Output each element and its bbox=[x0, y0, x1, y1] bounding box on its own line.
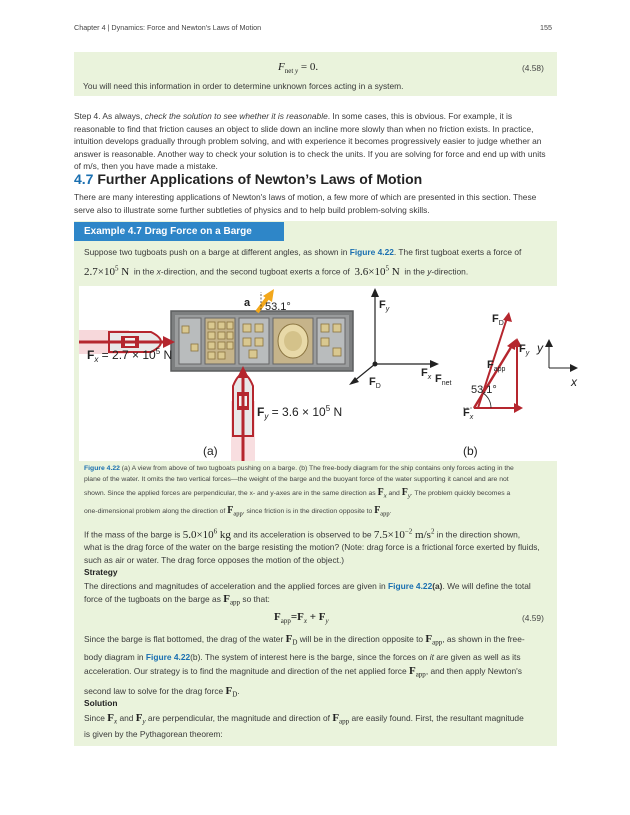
strategy-para-2: Since the barge is flat bottomed, the drag of the water $F_D$ will be in the direction opposite to $F_{app}$, as shown in the free- body diagram in Figure 4.22(b). The system of interest here is the barge, since the forces on it are given as well as its acceleration. Our strategy is to find the magnitude and direction of the net applied force $F_{app}$, and then apply Newton's second law to solve for the drag force $F_D$. bbox=[84, 633, 525, 700]
figure-caption: Figure 4.22 (a) A view from above of two tugboats pushing on a barge. (b) The free-body diagram for the ship contains only forces acting in the plane of the water. It omits the two vertical forces—the weight of the barge and the buoyant force of the water supporting it cancel and are not shown. Since the applied forces are perpendicular, the x- and y-axes are in the same direction as $F_x$ and $F_y$. The problem quickly becomes a one-dimensional problem along the direction of $F_{app}$, since friction is in the direction opposite to $F_{app}$. bbox=[84, 465, 514, 518]
eq-number-4-58: (4.58) bbox=[522, 63, 544, 73]
b-label-fx-left: $F_x$ bbox=[421, 367, 432, 381]
label-angle-a: 53.1° bbox=[265, 301, 291, 313]
strategy-para: The directions and magnitudes of acceleration and the applied forces are given in Figure 4.22(a). We will define the total force of the tugboats on the barge as $F_{app}$ so that: bbox=[84, 581, 531, 607]
b-label-fx: $F_x$ bbox=[463, 407, 474, 421]
b-label-fapp: $F_{app}$ bbox=[487, 359, 506, 373]
panel-b-label: (b) bbox=[463, 444, 478, 458]
example-para-line1: Suppose two tugboats push on a barge at different angles, as shown in Figure 4.22. The first tugboat exerts a force of bbox=[84, 247, 522, 257]
solution-heading: Solution bbox=[84, 698, 118, 708]
b-label-fd: $F_D$ bbox=[492, 313, 504, 327]
solution-para: Since $F_x$ and $F_y$ are perpendicular, the magnitude and direction of $F_{app}$ are easily found. First, the resultant magnitude is given by the Pythagorean theorem: bbox=[84, 712, 524, 740]
label-fy: $F_y = 3.6 \times 10^5$ N bbox=[257, 404, 343, 421]
section-heading: 4.7 Further Applications of Newton’s Laws of Motion bbox=[74, 171, 423, 187]
axis-y-label: y bbox=[537, 341, 543, 355]
b-label-fy-left: $F_y$ bbox=[379, 299, 390, 313]
section-intro: There are many interesting applications of Newton's laws of motion, a few more of which are presented in this section. These serve also to illustrate some further subtleties of physics and to help build problem-solving skills. bbox=[74, 192, 537, 215]
b-label-fd-left: $F_D$ bbox=[369, 376, 381, 390]
strategy-heading: Strategy bbox=[84, 567, 118, 577]
panel-a-label: (a) bbox=[203, 444, 218, 458]
example-para-line2: $2.7\times 10^5$ N in the x-direction, and the second tugboat exerts a force of $3.6\times 10^5$ N in the y-direction. bbox=[84, 264, 469, 278]
top-box-text: You will need this information in order to determine unknown forces acting in a system. bbox=[83, 81, 404, 91]
running-header: Chapter 4 | Dynamics: Force and Newton’s Laws of Motion bbox=[74, 23, 262, 32]
b-label-fy: $F_y$ bbox=[519, 343, 530, 357]
equation-4-58: $F_{net y} = 0$. bbox=[278, 61, 319, 76]
equation-4-59: $F_{app}=F_x + F_y$ bbox=[274, 611, 329, 626]
label-a: a bbox=[244, 297, 251, 309]
figure-4-22 bbox=[79, 286, 577, 461]
b-label-angle: 53.1° bbox=[471, 384, 497, 396]
barge bbox=[171, 311, 353, 371]
eq-number-4-59: (4.59) bbox=[522, 613, 544, 623]
mass-paragraph: If the mass of the barge is $5.0\times 10^6$ kg and its acceleration is observed to be $7.5\times 10^{-2}$ $m/s^2$ in the direction shown, what is the drag force of the water on the barge resisting the motion? (Note: drag force is a frictional force exerted by fluids, such as air or water. The drag force opposes the motion of the object.) bbox=[84, 527, 540, 565]
axis-x-label: x bbox=[571, 375, 577, 389]
step4-paragraph: Step 4. As always, check the solution to see whether it is reasonable. In some cases, this is obvious. For example, it is reasonable to find that friction causes an object to slide down an incline more slowly than when no friction exists. In practice, intuition develops gradually through problem solving, and with experience it becomes progressively easier to judge whether an answer is reasonable. Another way to check your solution is to check the units. If you are solving for force and end up with units of m/s, then you have made a mistake. bbox=[74, 111, 546, 172]
label-fx: $F_x = 2.7 \times 10^5$ N bbox=[87, 347, 173, 364]
example-heading: Example 4.7 Drag Force on a Barge bbox=[74, 222, 284, 241]
b-label-fnet: $F_{net}$ bbox=[435, 373, 452, 387]
page-number: 155 bbox=[540, 23, 552, 32]
